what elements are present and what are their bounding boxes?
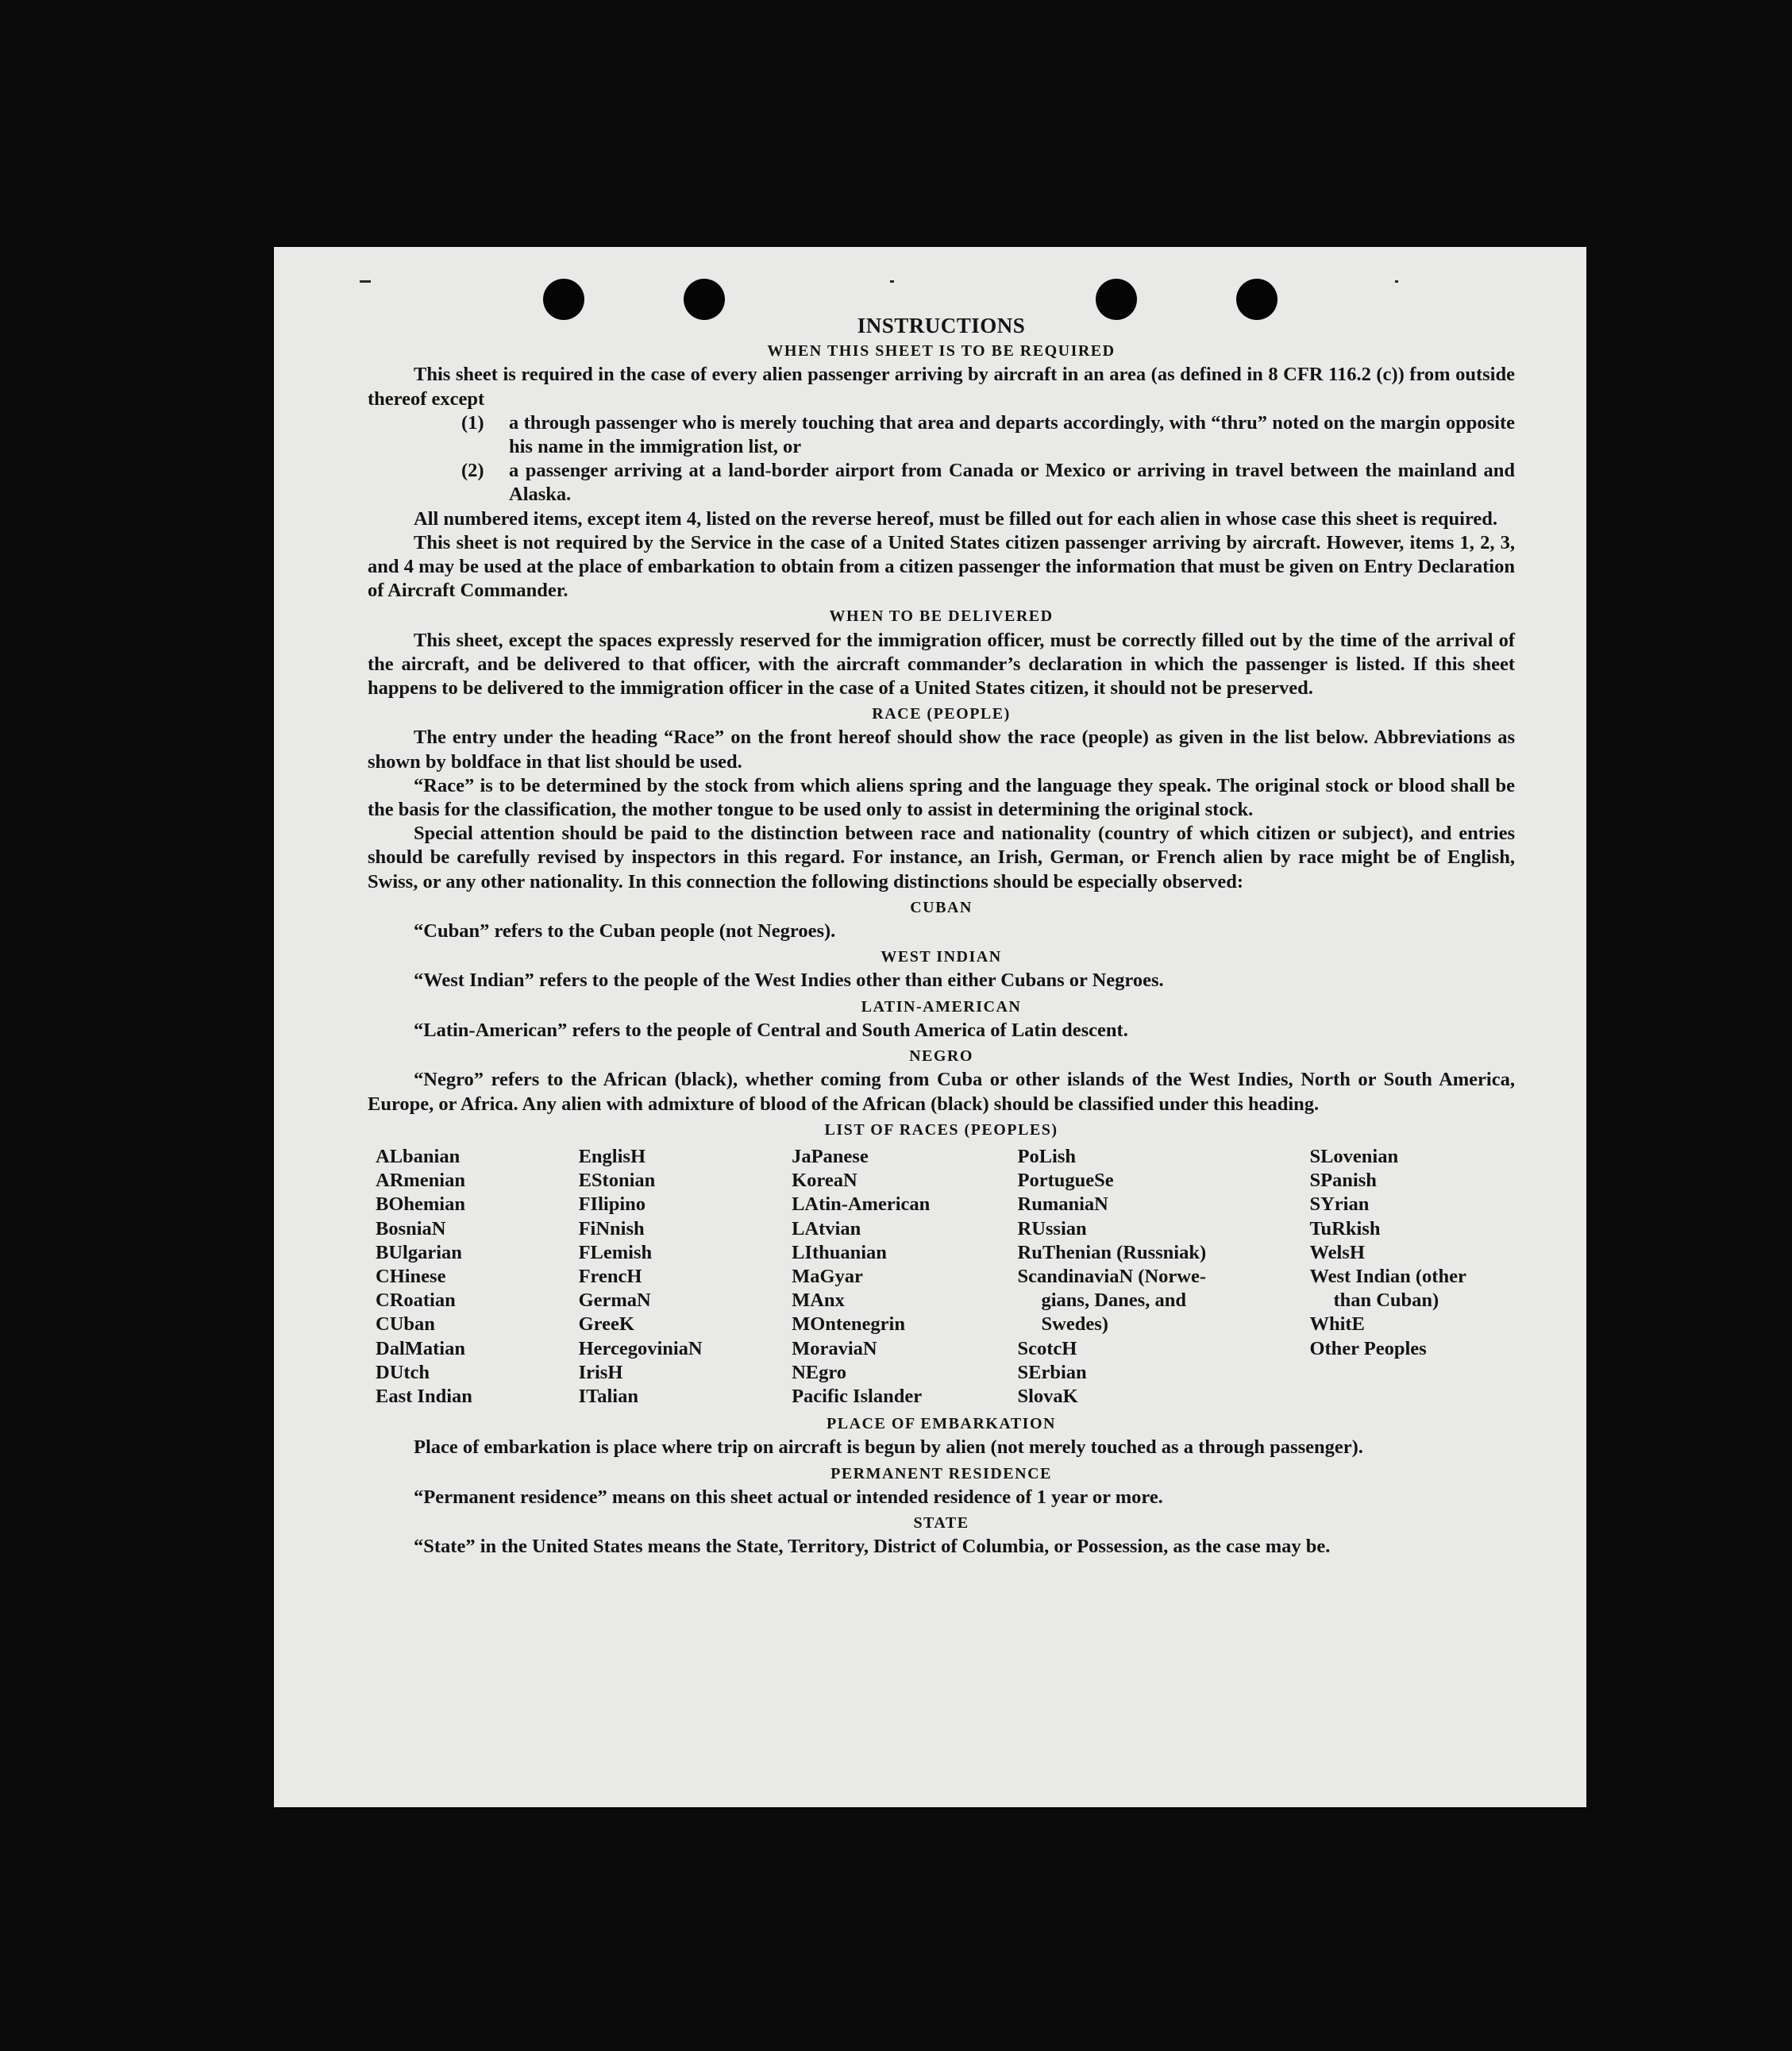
scan-speck [360,280,371,283]
section-heading: NEGRO [909,1047,973,1066]
races-column [579,1145,792,1409]
paragraph: “West Indian” refers to the people of the West Indies other than either Cubans or Negroes. [414,970,1164,992]
instruction-sheet [274,247,1586,1807]
race-entry: FIlipino [578,1193,646,1216]
race-entry: BOhemian [376,1193,465,1216]
race-entry: PortugueSe [1017,1170,1114,1192]
race-entry: MaGyar [792,1265,863,1287]
race-entry: CRoatian [376,1290,456,1312]
race-entry: RuThenian (Russniak) [1017,1241,1207,1263]
race-entry: GreeK [578,1313,634,1336]
race-entry: ScandinaviaN (Norwe- [1017,1265,1207,1287]
race-entry: ITalian [578,1385,638,1407]
race-entry: MAnx [792,1290,845,1312]
race-entry: FiNnish [578,1217,645,1239]
races-column [1309,1145,1515,1409]
scan-speck [890,280,894,283]
race-entry: ALbanian [376,1145,461,1167]
race-entry: LIthuanian [792,1241,887,1263]
paragraph: “Race” is to be determined by the stock from which aliens spring and the language they speak. The original stock or blood shall be the basis for the classification, the mother tongue to be used only to assist in determining the original stock. [368,774,1515,821]
race-entry: CHinese [376,1265,446,1287]
race-entry: LAtin-American [792,1193,931,1216]
race-entry: LAtvian [792,1217,861,1239]
section-heading: CUBAN [910,898,973,916]
race-entry: BosniaN [376,1217,446,1239]
race-entry: JaPanese [792,1145,869,1167]
section-heading: LIST OF RACES (PEOPLES) [824,1120,1058,1139]
race-entry: Pacific Islander [792,1385,923,1407]
race-entry: BUlgarian [376,1241,462,1263]
race-entry: ARmenian [376,1170,465,1192]
race-entry: HercegoviniaN [578,1337,703,1359]
paragraph: The entry under the heading “Race” on the front hereof should show the race (people) as given in the list below. Abbreviations as shown by boldface in that list should be used. [368,727,1515,773]
race-entry: PoLish [1017,1145,1077,1167]
races-column [376,1145,579,1409]
race-entry: FLemish [578,1241,653,1263]
document-body [368,309,1515,1559]
race-entry: SPanish [1309,1170,1377,1192]
race-entry: ScotcH [1017,1337,1077,1359]
race-entry: DUtch [376,1361,430,1383]
list-item [461,459,1515,507]
paragraph: This sheet is not required by the Service in the case of a United States citizen passenger arriving by aircraft. However, items 1, 2, 3, and 4 may be used at the place of embarkation to obtain from a citizen passenger the information that must be given on Entry Declaration of Aircraft Commander. [368,531,1515,602]
race-entry: Other Peoples [1309,1337,1427,1359]
race-entry: than Cuban) [1333,1290,1439,1312]
paragraph: “Negro” refers to the African (black), whether coming from Cuba or other islands of the West Indies, North or South America, Europe, or Africa. Any alien with admixture of blood of the African (black) should be classified under this heading. [368,1069,1515,1115]
race-entry: FrencH [578,1265,642,1287]
race-entry: RumaniaN [1017,1193,1108,1216]
paragraph: This sheet, except the spaces expressly reserved for the immigration officer, must be correctly filled out by the time of the arrival of the aircraft, and be delivered to that officer, with the aircraft commander’s declaration in which the passenger is listed. If this sheet happens to be delivered to the immigration officer in the case of a United States citizen, it should not be preserved. [368,629,1515,700]
race-entry: IrisH [578,1361,623,1383]
race-entry: SlovaK [1017,1385,1078,1407]
race-entry: RUssian [1017,1217,1087,1239]
paragraph: Special attention should be paid to the distinction between race and nationality (country of which citizen or subject), and entries should be carefully revised by inspectors in this regard. For instance, an Irish, German, or French alien by race might be of English, Swiss, or any other nationality. In this connection the following distinctions should be especially observed: [368,823,1515,892]
paragraph: Place of embarkation is place where trip on aircraft is begun by alien (not merely touched as a through passenger). [414,1436,1363,1459]
item-number: (2) [461,460,484,482]
paragraph: “State” in the United States means the State, Territory, District of Columbia, or Possession, as the case may be. [414,1536,1331,1558]
item-text: a through passenger who is merely touching that area and departs accordingly, with “thru” noted on the margin opposite his name in the immigration list, or [509,411,1515,458]
race-entry: Swedes) [1041,1313,1108,1336]
scan-speck [1395,280,1398,283]
race-entry: TuRkish [1309,1217,1381,1239]
race-entry: WelsH [1309,1241,1365,1263]
race-entry: MOntenegrin [792,1313,905,1336]
section-heading: PLACE OF EMBARKATION [827,1415,1056,1433]
races-list [368,1145,1515,1409]
section-heading: STATE [913,1513,969,1532]
item-text: a passenger arriving at a land-border airport from Canada or Mexico or arriving in travel between the mainland and Alaska. [509,460,1515,506]
section-heading: WEST INDIAN [881,948,1002,966]
race-entry: NEgro [792,1361,847,1383]
race-entry: gians, Danes, and [1041,1290,1186,1312]
race-entry: SErbian [1017,1361,1087,1383]
race-entry: EnglisH [578,1145,646,1167]
race-entry: EStonian [578,1170,656,1192]
races-column [792,1145,1017,1409]
race-entry: West Indian (other [1309,1265,1466,1287]
page-title: INSTRUCTIONS [857,314,1026,337]
item-number: (1) [461,411,484,434]
races-column [1018,1145,1310,1409]
paragraph: “Latin-American” refers to the people of Central and South America of Latin descent. [414,1019,1128,1041]
race-entry: KoreaN [792,1170,857,1192]
paragraph: “Permanent residence” means on this sheet actual or intended residence of 1 year or more. [414,1486,1163,1508]
section-heading: LATIN-AMERICAN [861,997,1022,1016]
race-entry: MoraviaN [792,1337,877,1359]
race-entry: SLovenian [1309,1145,1399,1167]
section-heading: RACE (PEOPLE) [872,705,1011,723]
section-heading: WHEN THIS SHEET IS TO BE REQUIRED [767,342,1116,360]
race-entry: CUban [376,1313,435,1336]
paragraph: All numbered items, except item 4, listed on the reverse hereof, must be filled out for each alien in whose case this sheet is required. [414,507,1498,530]
list-item [461,411,1515,459]
race-entry: GermaN [578,1290,651,1312]
paragraph: “Cuban” refers to the Cuban people (not Negroes). [414,920,836,943]
race-entry: SYrian [1309,1193,1370,1216]
race-entry: DalMatian [376,1337,465,1359]
section-heading: WHEN TO BE DELIVERED [829,607,1054,626]
section-heading: PERMANENT RESIDENCE [830,1464,1052,1482]
paragraph: This sheet is required in the case of every alien passenger arriving by aircraft in an area (as defined in 8 CFR 116.2 (c)) from outside thereof except [368,364,1515,410]
race-entry: East Indian [376,1385,472,1407]
race-entry: WhitE [1309,1313,1365,1336]
